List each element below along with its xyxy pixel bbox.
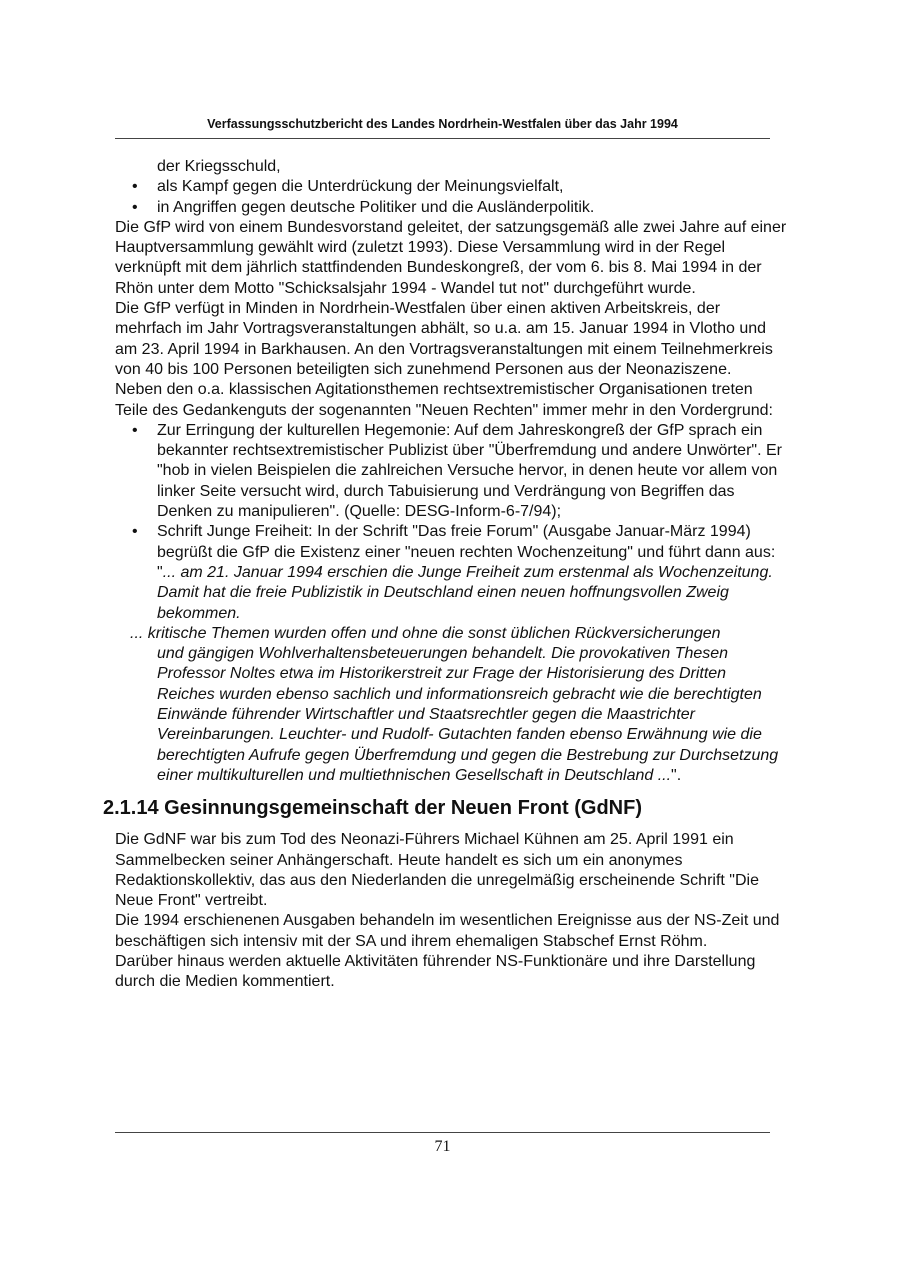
- quote-closing: ".: [671, 766, 682, 784]
- quote-body: [130, 644, 787, 786]
- paragraph: Die GdNF war bis zum Tod des Neonazi-Führers Michael Kühnen am 25. April 1991 ein Sammelbecken seiner Anhängerschaft. Heute handelt es sich um ein anonymes Redaktionskollektiv, das aus den Niederlanden die unregelmäßig erscheinende Schrift "Die Neue Front" vertreibt.: [115, 831, 759, 910]
- bullet-item: [115, 522, 787, 623]
- continued-line: der Kriegsschuld,: [157, 158, 281, 175]
- bullet-item: • Zur Erringung der kulturellen Hegemonie: Auf dem Jahreskongreß der GfP sprach ein bekannter rechtsextremistischer Publizist über "Überfremdung und andere Unwörter". Er "hob in vielen Beispielen die zahlreichen Versuche hervor, in denen heute vor allem von linker Seite versucht wird, durch Tabuisierung und Verdrängung von Begriffen das Denken zu manipulieren". (Quelle: DESG-Inform-6-7/94);: [115, 421, 787, 522]
- bullet-item: • in Angriffen gegen deutsche Politiker und die Ausländerpolitik.: [115, 198, 787, 218]
- section-heading: 2.1.14 Gesinnungsgemeinschaft der Neuen Front (GdNF): [103, 797, 642, 820]
- page-number: 71: [434, 1138, 451, 1155]
- page-body: [103, 157, 787, 993]
- bullet-text: Schrift Junge Freiheit: In der Schrift "Das freie Forum" (Ausgabe Januar-März 1994) begrüßt die GfP die Existenz einer "neuen rechten Wochenzeitung" und führt dann aus: ": [157, 523, 776, 581]
- paragraph: Neben den o.a. klassischen Agitationsthemen rechtsextremistischer Organisationen treten Teile des Gedankenguts der sogenannten "Neuen Rechten" immer mehr in den Vordergrund:: [115, 381, 773, 419]
- quote-first-line: ... kritische Themen wurden offen und ohne die sonst üblichen Rückversicherungen: [130, 624, 721, 642]
- header-divider: [115, 138, 770, 139]
- footer-divider: [115, 1132, 770, 1133]
- quote-text: und gängigen Wohlverhaltensbeteuerungen behandelt. Die provokativen Thesen Professor Noltes etwa im Historikerstreit zur Frage der Historisierung des Dritten Reiches wurden ebenso sachlich und informationsreich gebracht wie die berechtigten Einwände führender Wirtschaftler und Staatsrechtler gegen die Maastrichter Vereinbarungen. Leuchter- und Rudolf- Gutachten fanden ebenso Erwähnung wie die berechtigten Aufrufe gegen Überfremdung und gegen die Bestrebung zur Durchsetzung einer multikulturellen und multiethnischen Gesellschaft in Deutschland ...: [157, 645, 779, 784]
- paragraph: Die 1994 erschienenen Ausgaben behandeln im wesentlichen Ereignisse aus der NS-Zeit und beschäftigen sich intensiv mit der SA und ihrem ehemaligen Stabschef Ernst Röhm.: [115, 912, 780, 950]
- paragraph: Die GfP verfügt in Minden in Nordrhein-Westfalen über einen aktiven Arbeitskreis, der mehrfach im Jahr Vortragsveranstaltungen abhält, so u.a. am 15. Januar 1994 in Vlotho und am 23. April 1994 in Barkhausen. An den Vortragsveranstaltungen mit einem Teilnehmerkreis von 40 bis 100 Personen beteiligten sich zunehmend Personen aus der Neonaziszene.: [115, 300, 773, 378]
- bullet-item: • als Kampf gegen die Unterdrückung der Meinungsvielfalt,: [115, 177, 787, 197]
- block-quote: [115, 624, 787, 786]
- running-header: Verfassungsschutzbericht des Landes Nordrhein-Westfalen über das Jahr 1994: [207, 117, 678, 131]
- quote-text: ... am 21. Januar 1994 erschien die Junge Freiheit zum erstenmal als Wochenzeitung. Damit hat die freie Publizistik in Deutschland einen neuen hoffnungsvollen Zweig bekommen.: [157, 563, 773, 622]
- paragraph: Die GfP wird von einem Bundesvorstand geleitet, der satzungsgemäß alle zwei Jahre auf einer Hauptversammlung gewählt wird (zuletzt 1993). Diese Versammlung wird in der Regel verknüpft mit dem jährlich stattfindenden Bundeskongreß, der vom 6. bis 8. Mai 1994 in der Rhön unter dem Motto "Schicksalsjahr 1994 - Wandel tut not" durchgeführt wurde.: [115, 218, 787, 297]
- paragraph: Darüber hinaus werden aktuelle Aktivitäten führender NS-Funktionäre und ihre Darstellung durch die Medien kommentiert.: [115, 952, 756, 991]
